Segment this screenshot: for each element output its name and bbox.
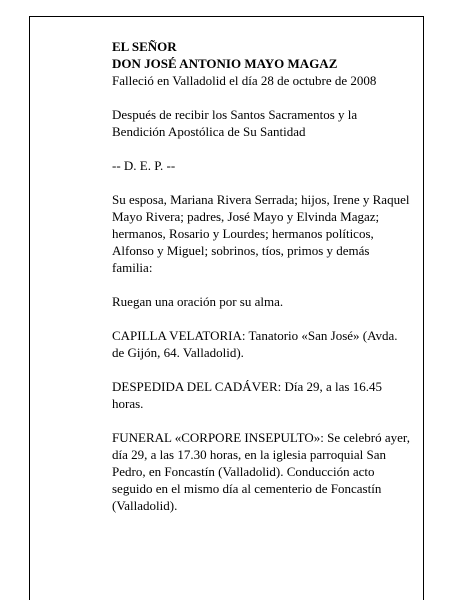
farewell-paragraph: DESPEDIDA DEL CADÁVER: Día 29, a las 16.45 horas. — [112, 379, 382, 411]
family-paragraph: Su esposa, Mariana Rivera Serrada; hijos, Irene y Raquel Mayo Rivera; padres, José Mayo y Elvinda Magaz; hermanos, Rosario y Lourdes; hermanos políticos, Alfonso y Miguel; sobrinos, tíos, primos y demás familia: — [112, 192, 410, 275]
funeral-paragraph: FUNERAL «CORPORE INSEPULTO»: Se celebró ayer, día 29, a las 17.30 horas, en la iglesia parroquial San Pedro, en Foncastín (Valladolid). Conducción acto seguido en el mismo día al cementerio de Foncastín (Valladolid). — [112, 430, 410, 513]
chapel-paragraph: CAPILLA VELATORIA: Tanatorio «San José» (Avda. de Gijón, 64. Valladolid). — [112, 328, 398, 360]
rip-line: -- D. E. P. -- — [112, 158, 176, 173]
title-line-1: EL SEÑOR — [112, 39, 177, 54]
frame-border-top — [29, 16, 424, 17]
frame-border-left — [29, 16, 30, 600]
prayer-paragraph: Ruegan una oración por su alma. — [112, 294, 284, 309]
death-date-line: Falleció en Valladolid el día 28 de octubre de 2008 — [112, 73, 377, 88]
obituary-header — [112, 38, 412, 89]
deceased-name: DON JOSÉ ANTONIO MAYO MAGAZ — [112, 56, 338, 71]
frame-border-right — [423, 16, 424, 600]
obituary-content — [112, 38, 412, 531]
sacraments-paragraph: Después de recibir los Santos Sacramentos y la Bendición Apostólica de Su Santidad — [112, 107, 358, 139]
